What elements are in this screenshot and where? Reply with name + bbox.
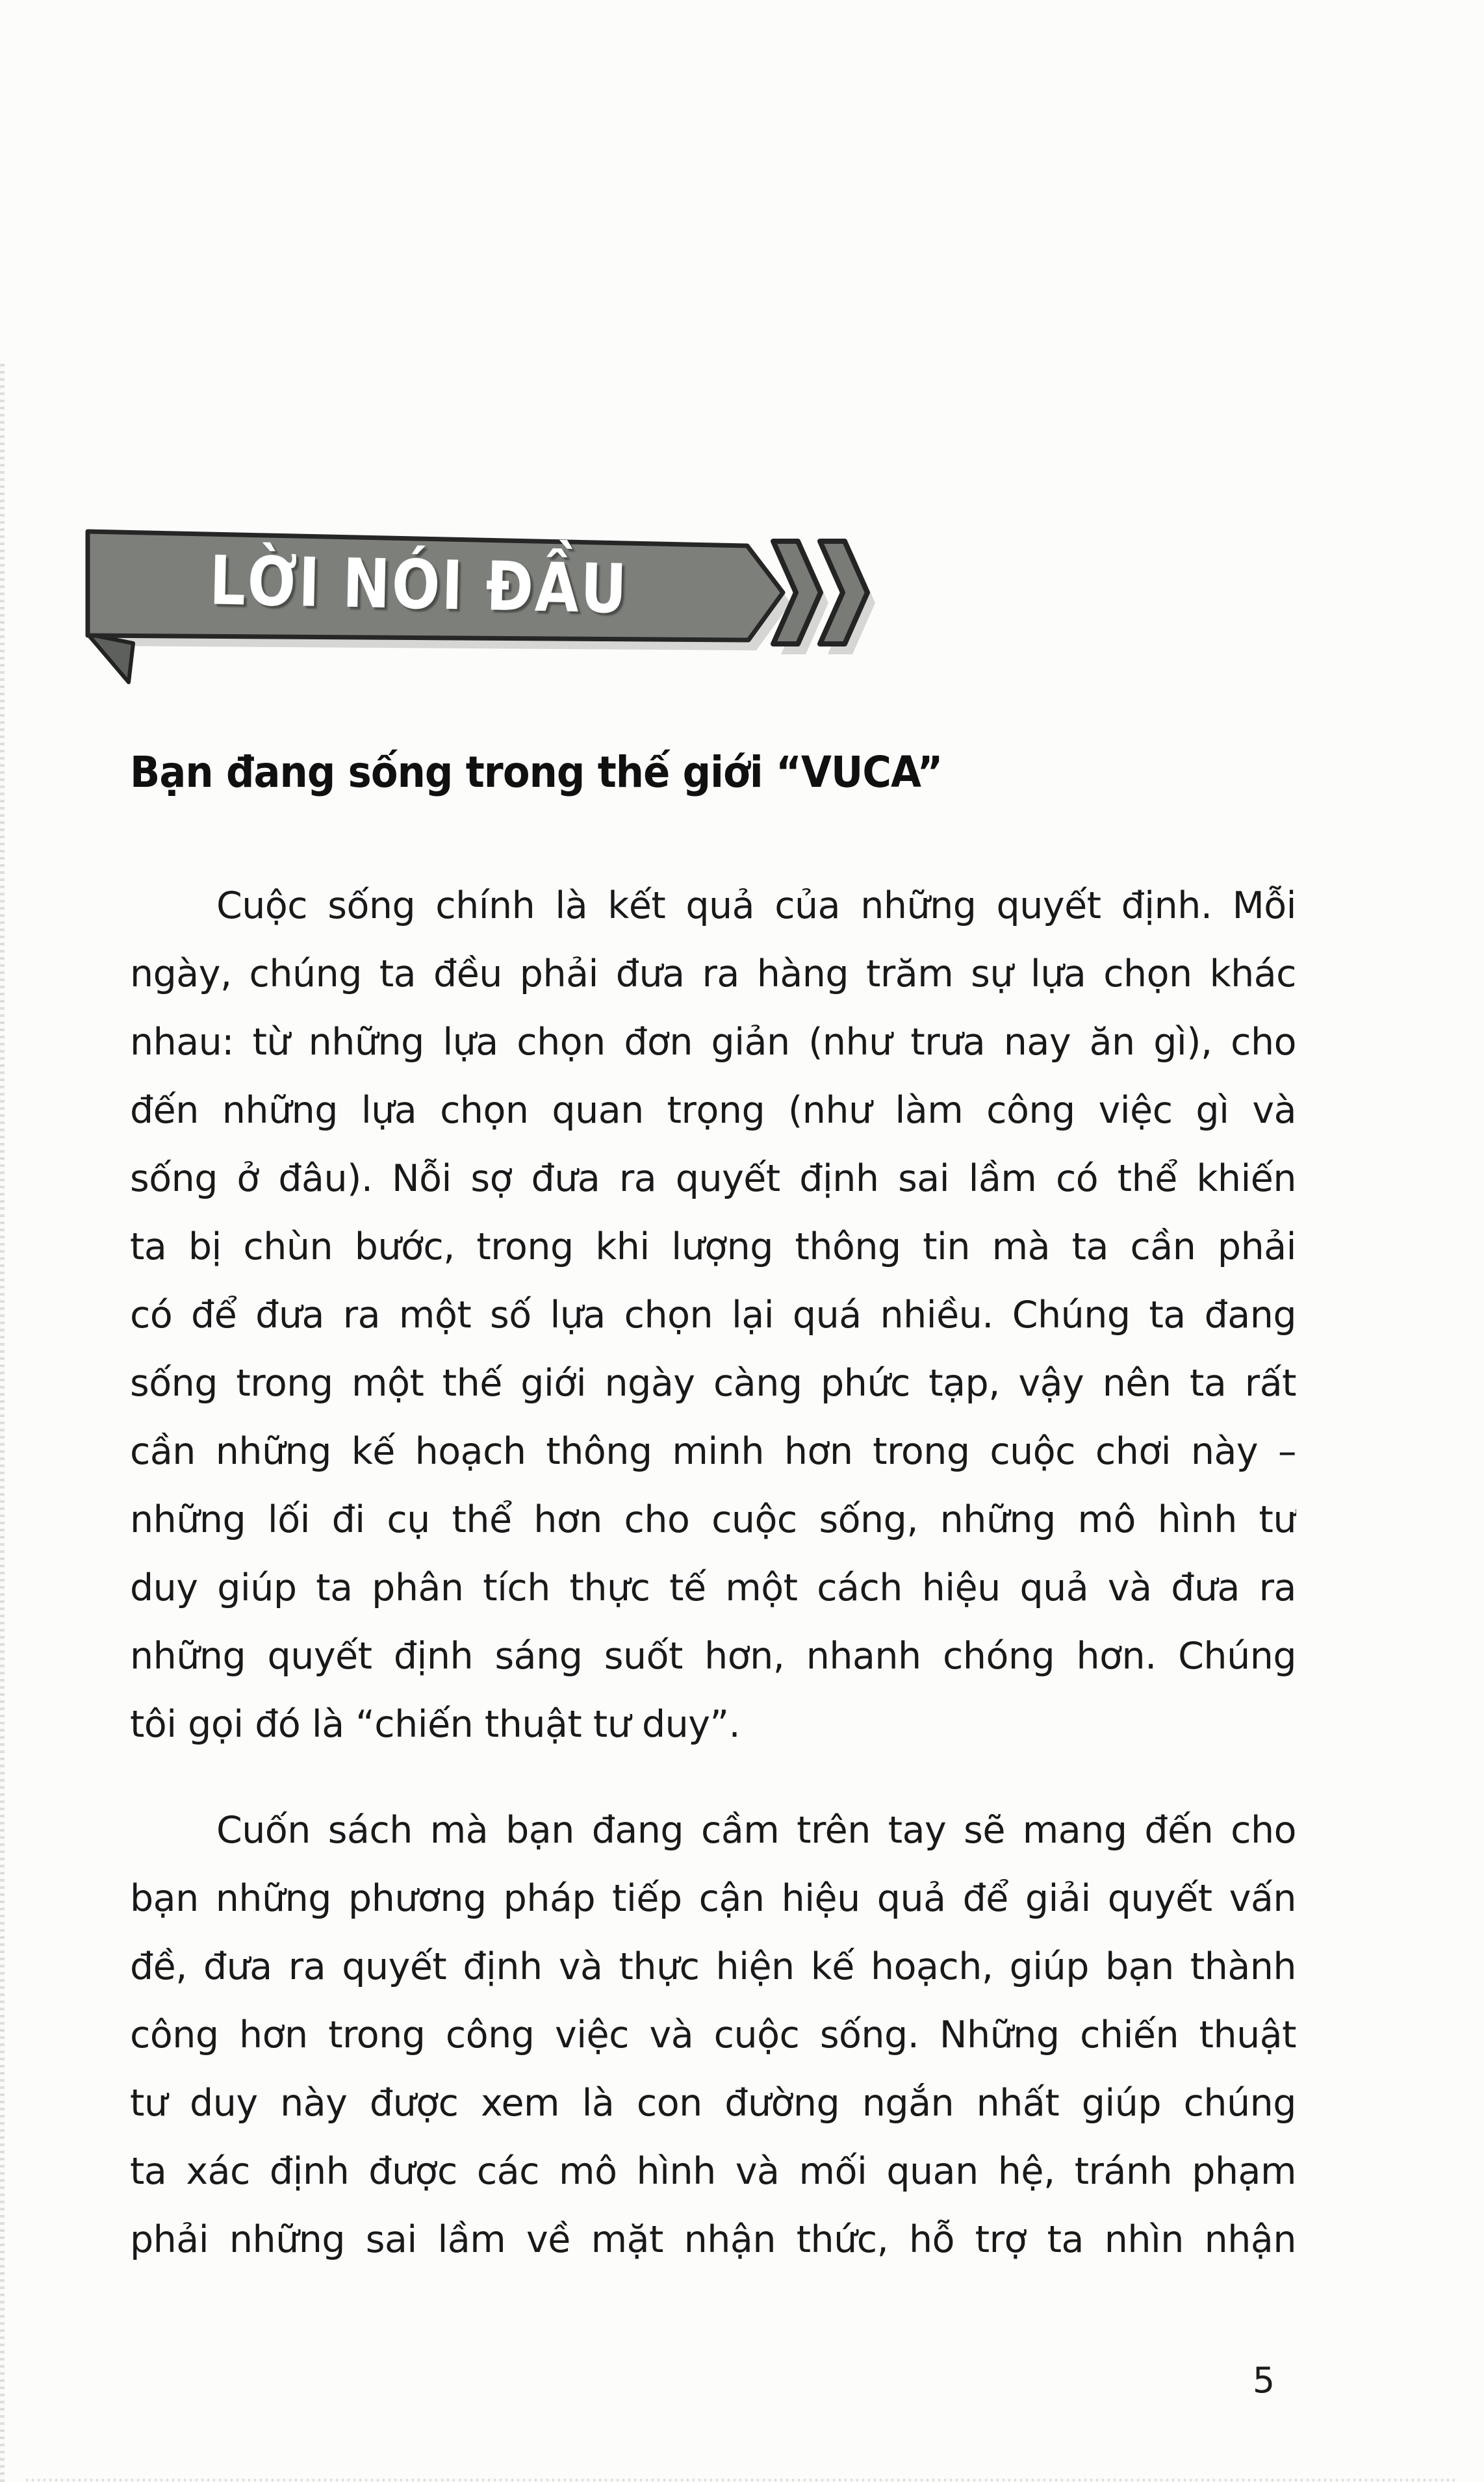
text-line: sống ở đâu). Nỗi sợ đưa ra quyết định sai lầm có thể khiến	[130, 1157, 1296, 1200]
text-line: những lối đi cụ thể hơn cho cuộc sống, những mô hình tư	[130, 1498, 1296, 1541]
text-line: đề, đưa ra quyết định và thực hiện kế hoạch, giúp bạn thành	[130, 1945, 1296, 1988]
text-line: sống trong một thế giới ngày càng phức tạp, vậy nên ta rất	[130, 1362, 1296, 1405]
text-line: những quyết định sáng suốt hơn, nhanh chóng hơn. Chúng	[130, 1635, 1296, 1678]
banner-title-text: LỜI NÓI ĐẦU	[209, 541, 630, 629]
body-text	[130, 872, 1296, 2274]
text-line: Cuốn sách mà bạn đang cầm trên tay sẽ mang đến cho	[216, 1809, 1296, 1852]
text-line: tư duy này được xem là con đường ngắn nhất giúp chúng	[130, 2082, 1296, 2125]
text-line: Cuộc sống chính là kết quả của những quyết định. Mỗi	[216, 884, 1296, 927]
text-line: tôi gọi đó là “chiến thuật tư duy”.	[130, 1703, 741, 1746]
paragraph	[130, 872, 1296, 1759]
text-line: ta bị chùn bước, trong khi lượng thông tin mà ta cần phải	[130, 1225, 1296, 1268]
text-line: bạn những phương pháp tiếp cận hiệu quả để giải quyết vấn	[130, 1877, 1296, 1920]
section-heading-text: Bạn đang sống trong thế giới “VUCA”	[130, 747, 943, 797]
text-line: nhau: từ những lựa chọn đơn giản (như trưa nay ăn gì), cho	[130, 1021, 1296, 1064]
section-banner	[84, 520, 903, 708]
banner-title	[83, 526, 754, 644]
page-number: 5	[1252, 2360, 1275, 2401]
text-line: ta xác định được các mô hình và mối quan hệ, tránh phạm	[130, 2150, 1296, 2193]
text-line: có để đưa ra một số lựa chọn lại quá nhiều. Chúng ta đang	[130, 1294, 1296, 1337]
scan-edge-noise-left	[0, 364, 5, 2482]
scan-edge-noise-bottom	[26, 2479, 1458, 2481]
text-line: đến những lựa chọn quan trọng (như làm công việc gì và	[130, 1089, 1296, 1132]
text-line: ngày, chúng ta đều phải đưa ra hàng trăm sự lựa chọn khác	[130, 953, 1296, 995]
text-line: công hơn trong công việc và cuộc sống. Những chiến thuật	[130, 2014, 1296, 2056]
paragraph	[130, 1797, 1296, 2274]
text-line: cần những kế hoạch thông minh hơn trong cuộc chơi này –	[130, 1430, 1296, 1473]
text-line: phải những sai lầm về mặt nhận thức, hỗ trợ ta nhìn nhận	[130, 2218, 1296, 2261]
section-heading	[130, 747, 1332, 819]
ribbon-fold	[88, 634, 133, 682]
text-line: duy giúp ta phân tích thực tế một cách hiệu quả và đưa ra	[130, 1567, 1296, 1609]
